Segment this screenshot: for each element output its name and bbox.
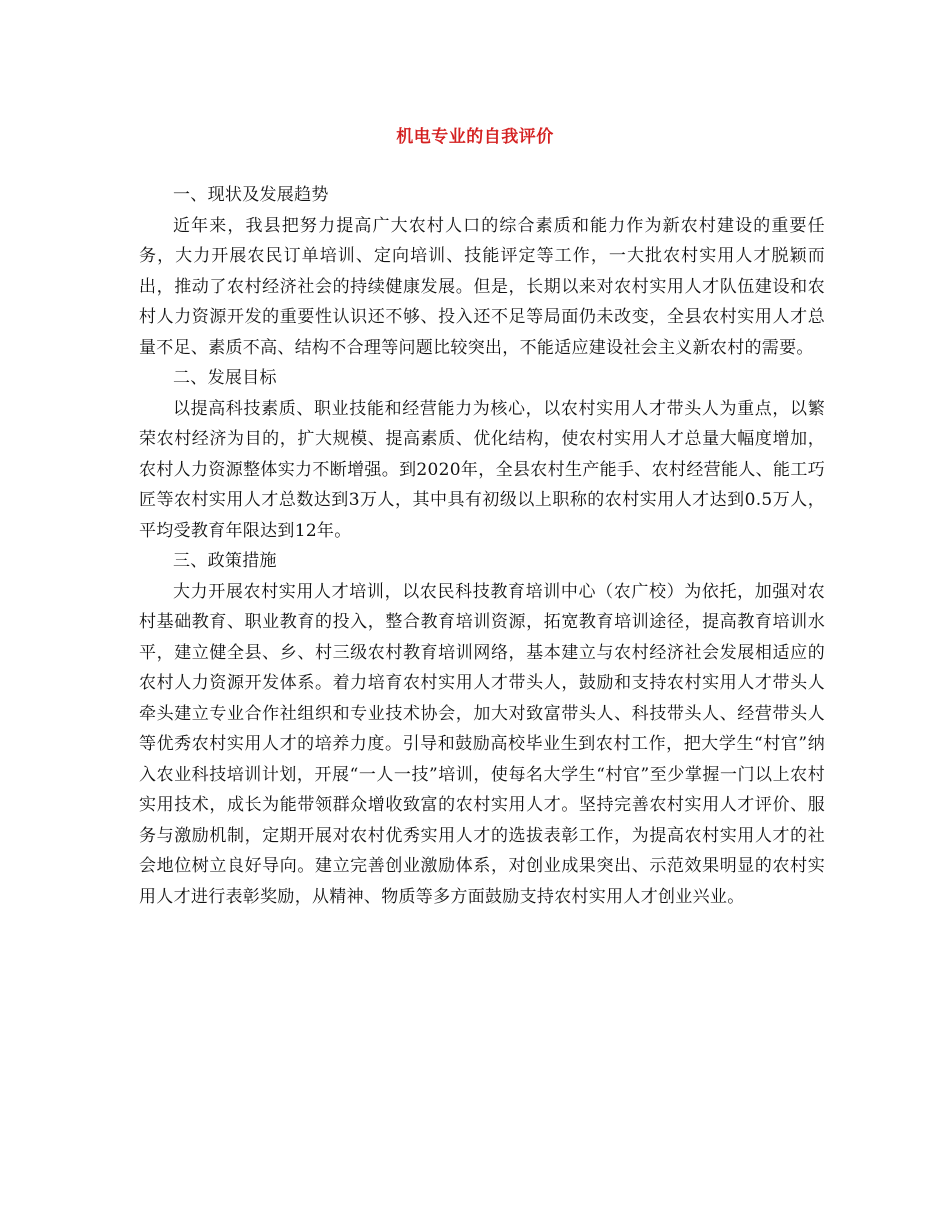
section-heading-measures: 三、政策措施 bbox=[173, 551, 277, 571]
section-heading-status: 一、现状及发展趋势 bbox=[173, 185, 329, 205]
section-paragraph-status: 近年来，我县把努力提高广大农村人口的综合素质和能力作为新农村建设的重要任务，大力开展农民订单培训、定向培训、技能评定等工作，一大批农村实用人才脱颖而出，推动了农村经济社会的持续健康发展。但是，长期以来对农村实用人才队伍建设和农村人力资源开发的重要性认识还不够、投入还不足等局面仍未改变，全县农村实用人才总量不足、素质不高、结构不合理等问题比较突出，不能适应建设社会主义新农村的需要。 bbox=[139, 215, 825, 358]
section-paragraph-goals: 以提高科技素质、职业技能和经营能力为核心，以农村实用人才带头人为重点，以繁荣农村经济为目的，扩大规模、提高素质、优化结构，使农村实用人才总量大幅度增加，农村人力资源整体实力不断增强。到2020年，全县农村生产能手、农村经营能人、能工巧匠等农村实用人才总数达到3万人，其中具有初级以上职称的农村实用人才达到0.5万人，平均受教育年限达到12年。 bbox=[139, 398, 825, 541]
section-heading-goals: 二、发展目标 bbox=[173, 368, 277, 388]
section-paragraph-measures: 大力开展农村实用人才培训，以农民科技教育培训中心（农广校）为依托，加强对农村基础教育、职业教育的投入，整合教育培训资源，拓宽教育培训途径，提高教育培训水平，建立健全县、乡、村三级农村教育培训网络，基本建立与农村经济社会发展相适应的农村人力资源开发体系。着力培育农村实用人才带头人，鼓励和支持农村实用人才带头人牵头建立专业合作社组织和专业技术协会，加大对致富带头人、科技带头人、经营带头人等优秀农村实用人才的培养力度。引导和鼓励高校毕业生到农村工作，把大学生“村官”纳入农业科技培训计划，开展“一人一技”培训，使每名大学生“村官”至少掌握一门以上农村实用技术，成长为能带领群众增收致富的农村实用人才。坚持完善农村实用人才评价、服务与激励机制，定期开展对农村优秀实用人才的选拔表彰工作，为提高农村实用人才的社会地位树立良好导向。建立完善创业激励体系，对创业成果突出、示范效果明显的农村实用人才进行表彰奖励，从精神、物质等多方面鼓励支持农村实用人才创业兴业。 bbox=[139, 581, 825, 907]
document-title: 机电专业的自我评价 bbox=[396, 127, 554, 147]
document-body bbox=[139, 180, 825, 912]
